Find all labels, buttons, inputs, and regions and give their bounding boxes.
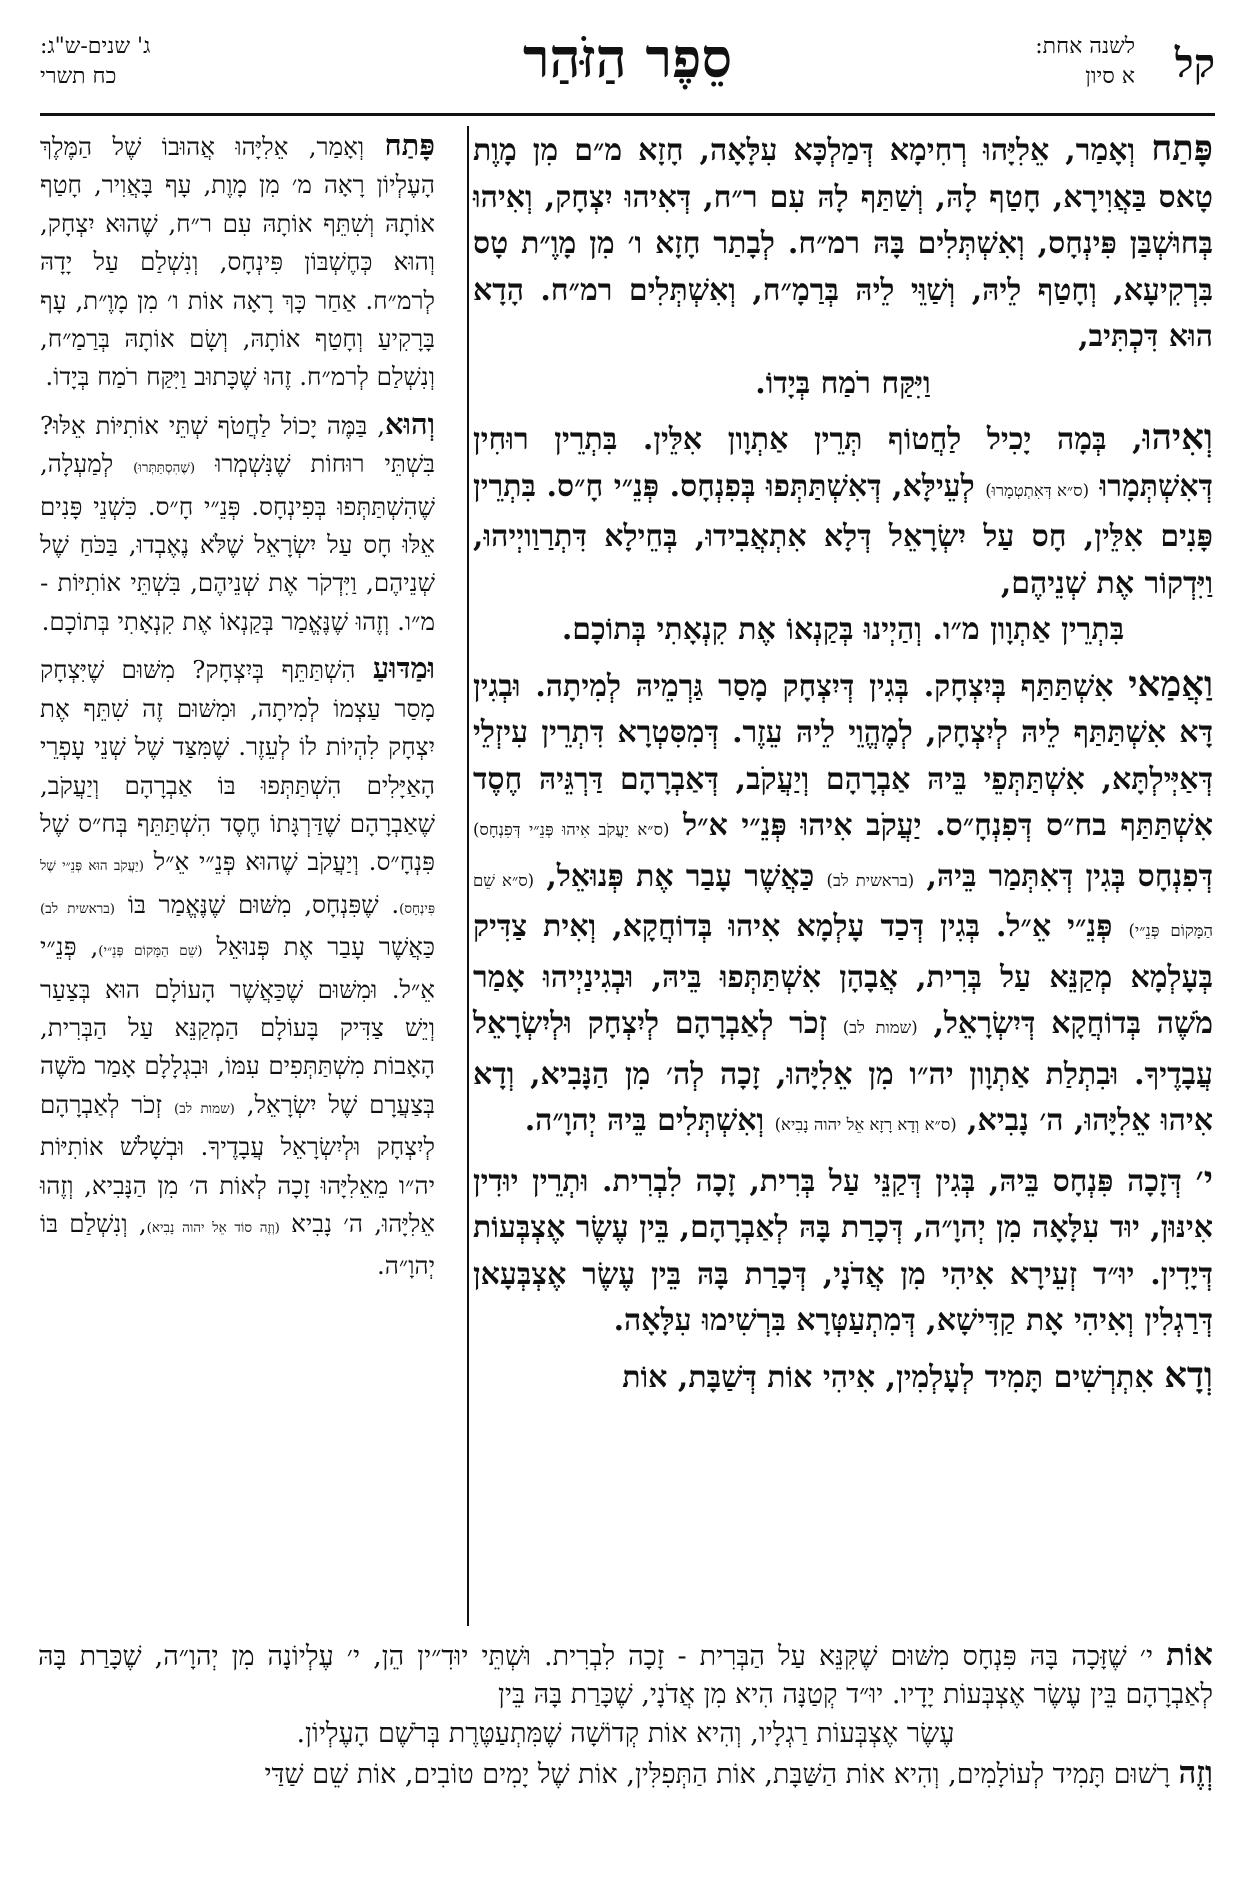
paragraph-text: פְּנֵ״י אֵ״ל. בְּגִין דְּכַד עָלְמָא אִיהוּ בְּדוֹחֲקָא, וְאִית צַדִּיק בְּעָלְמָא מְקַנֵּא עַל בְּרִית, אֲבָהָן אִשְׁתַּתְּפוּ בֵּיהּ, וּבְגִינַיְיהוּ אָמַר מֹשֶׁה בְּדוֹחֲקָא דְּיִשְׂרָאֵל, bbox=[473, 909, 1213, 1041]
source-note: (שמות לב) bbox=[842, 1018, 918, 1037]
variant-note: (וְזֶה סוֹד אֵל יהוה נָבִיא) bbox=[146, 1219, 280, 1236]
paragraph-text: אִתְרְשִׁים תָּמִיד לְעָלְמִין, אִיהִי אוֹת דְּשַׁבָּת, אוֹת bbox=[622, 1359, 1165, 1395]
paragraph-text: וְאָמַר, אֵלִיָּהוּ רְחִימָא דְּמַלְכָּא עִלָּאָה, חָזָא מ״ם מִן מָוֶת טָאס בַּאֲוִירָא, חָטַף לָהּ, וְשַׁתַּף לָהּ עִם ר״ח, דְּאִיהוּ יִצְחָק, וְאִיהוּ בְּחוּשְׁבַּן פִּינְחָס, וְאִשְׁתְּלִים בָּהּ רמ״ח. לְבָתַר חָזָא ו׳ מִן מָוֶ״ת טָס בִּרְקִיעָא, וְחָטַף לֵיהּ, וְשַׁוֵּי לֵיהּ בְּרַמָ״ח, וְאִשְׁתְּלִים רמ״ח. הָדָא הוּא דִּכְתִּיב, bbox=[473, 133, 1213, 354]
bottom-paragraph-1-end bbox=[38, 1715, 1213, 1753]
paragraph-text: דְּפִנְחָס בְּגִין דְּאִתְּמַר בֵּיהּ, bbox=[914, 858, 1213, 894]
hebrew-translation-column bbox=[40, 126, 435, 1631]
aramaic-paragraph-5 bbox=[473, 1353, 1213, 1402]
paragraph-lead-word: י׳ bbox=[1195, 1158, 1213, 1200]
paragraph-lead-word: וְאִיהוּ bbox=[1142, 417, 1213, 458]
paragraph-text: אִשְׁתַּתַּף בְּיִצְחָק. בְּגִין דְּיִצְחָק מָסַר גַּרְמֵיהּ לְמִיתָה. וּבְגִין דָּא אִשְׁתַּתַּף לֵיהּ לְיִצְחָק, לְמֶהֱוֵי לֵיהּ עֵזֶר. דְּמִסִּטְרָא דִּתְרֵין עִיזְלֵי דְּאַיְּילְתָּא, אִשְׁתַּתְּפֵי בֵּיהּ אַבְרָהָם וְיַעֲקֹב, דְּאַבְרָהָם דַּרְגֵּיהּ חֶסֶד אִשְׁתַּתַּף בח״ס דְּפִנְחָ״ס. יַעֲקֹב אִיהוּ פְּנֵ״י א״ל bbox=[473, 668, 1214, 843]
variant-note: (ס״א וְדָא רָזָא אֵל יהוה נָבִיא) bbox=[774, 1115, 957, 1134]
paragraph-lead-word: אוֹת bbox=[1166, 1637, 1213, 1673]
column-divider bbox=[467, 126, 469, 1626]
variant-note: (ס״א יַעֲקֹב אִיהוּ פְּנֵ״י דְּפִנְחָס) bbox=[473, 820, 670, 839]
variant-note: (שֵׁם הַמָּקוֹם פְּנֵ״י) bbox=[98, 943, 203, 960]
paragraph-text: וְאִשְׁתְּלִים בֵּיהּ יְהוָ״ה. bbox=[524, 1103, 775, 1138]
schedule-one-year-date: א סיון bbox=[1085, 64, 1135, 89]
paragraph-text: זְכֹר לְאַבְרָהָם לְיִצְחָק וּלְיִשְׂרָאֵל עֲבָדֶיךָ. וּבְשָׁלֹשׁ אוֹתִיּוֹת יה״ו מֵאֵלִיָּהוּ זָכָה לְאוֹת ה׳ מִן הַנָּבִיא, וְזֶהוּ אֵלִיָּהוּ, ה׳ נָבִיא bbox=[40, 1089, 435, 1238]
paragraph-text: , בַּמֶּה יָכוֹל לַחֲטֹף שְׁתֵּי אוֹתִיּוֹת אֵלּוּ? בִּשְׁתֵּי רוּחוֹת שֶׁנִּשְׁמְרוּ bbox=[40, 410, 435, 479]
paragraph-text: , פְּנֵ״י אֵ״ל. וּמִשּׁוּם שֶׁכַּאֲשֶׁר הָעוֹלָם הוּא בְּצַעַר וְיֵשׁ צַדִּיק בָּעוֹלָם הַמְקַנֵּא עַל הַבְּרִית, הָאָבוֹת מִשְׁתַּתְּפִים עִמּוֹ, וּבִגְלָלָם אָמַר מֹשֶׁה בְּצַעֲרָם שֶׁל יִשְׂרָאֵל, bbox=[40, 932, 435, 1119]
paragraph-lead-word: וַאֲמַאי bbox=[1128, 663, 1213, 705]
paragraph-text: וְאָמַר, אֵלִיָּהוּ אֲהוּבוֹ שֶׁל הַמֶּלֶךְ הָעֶלְיוֹן רָאָה מ׳ מִן מָוֶת, עָף בָּאֲוִיר, חָטַף אוֹתָהּ וְשִׁתֵּף אוֹתָהּ עִם ר״ח, שֶׁהוּא יִצְחָק, וְהוּא כְּחֶשְׁבּוֹן פִּינְחָס, וְנִשְׁלַם עַל יָדָהּ לְרמ״ח. אַחַר כָּךְ רָאָה אוֹת ו׳ מִן מָוֶ״ת, עָף בָּרָקִיעַ וְחָטַף אוֹתָהּ, וְשָׂם אוֹתָהּ בְּרַמַ״ח, וְנִשְׁלַם לְרמ״ח. זֶהוּ שֶׁכָּתוּב וַיִּקַּח רֹמַח בְּיָדוֹ. bbox=[40, 132, 435, 392]
aramaic-paragraph-3 bbox=[473, 662, 1213, 1149]
variant-note: (יַעֲקֹב הוּא פְּנֵ״י שֶׁל פִּינְחָס) bbox=[40, 858, 435, 917]
source-note: (בראשית לב) bbox=[40, 900, 116, 917]
paragraph-text: כַּאֲשֶׁר עָבַר אֶת פְּנוּאֵל, bbox=[534, 858, 827, 894]
paragraph-lead-word: וְזֶה bbox=[1178, 1754, 1213, 1791]
source-note: (בראשית לב) bbox=[826, 870, 915, 890]
bottom-translation bbox=[38, 1637, 1213, 1867]
paragraph-text: , בְּמָה יָכִיל לַחֲטוֹף תְּרֵין אַתְוָון אִלֵּין. בִּתְרֵין רוּחִין דְּאִשְׁתְּמָרוּ bbox=[473, 422, 1213, 504]
source-note: (שמות לב) bbox=[174, 1100, 235, 1117]
aramaic-column bbox=[473, 126, 1213, 1631]
aramaic-paragraph-4 bbox=[473, 1157, 1213, 1345]
variant-note: (שֶׁהִסְתַּתְּרוּ) bbox=[133, 460, 196, 477]
page-number: קל bbox=[1174, 40, 1215, 87]
paragraph-lead-word: פָּתַח bbox=[384, 128, 435, 162]
paragraph-text: דְּזָכָה פִּנְחָס בֵּיהּ, בְּגִין דְּקַנֵּי עַל בְּרִית, זָכָה לִבְרִית. וּתְרֵין יוּדִין אִינּוּן, יוּד עִלָּאָה מִן יְהוָ״ה, דְּכָרַת בָּהּ לְאַבְרָהָם, בֵּין עֶשֶׂר אֶצְבְּעוֹת דְּיָדִין. יוּ״ד זְעֵירָא אִיהִי מִן אֲדֹנָי, דְּכָרַת בָּהּ בֵּין עֶשֶׂר אֶצְבְּעָאן דְּרַגְלִין וְאִיהִי אָת קַדִּישָׁא, דְּמִתְעַטְּרָא בִּרְשִׁימוּ עִלָּאָה. bbox=[473, 1163, 1213, 1338]
verse-quote: בִּתְרֵין אַתְוָון מ״ו. וְהַיְינוּ בְּקַנְאוֹ אֶת קִנְאָתִי בְּתוֹכָם. bbox=[561, 612, 1125, 647]
schedule-three-years-label: ג' שנים-ש"ג: bbox=[40, 34, 151, 59]
paragraph-text: י׳ שֶׁזָּכָה בָּהּ פִּנְחָס מִשּׁוּם שֶׁקִּנֵּא עַל הַבְּרִית - זָכָה לִבְרִית. וּשְׁתֵּי יוּדִ״ין הֵן, י׳ עֶלְיוֹנָה מִן יְהוָ״ה, שֶׁכָּרַת בָּהּ לְאַבְרָהָם בֵּין עֶשֶׂר אֶצְבְּעוֹת יָדָיו. יוּ״ד קְטַנָּה הִיא מִן אֲדֹנָי, שֶׁכָּרַת בָּהּ בֵּין bbox=[38, 1641, 1213, 1710]
translation-paragraph-1 bbox=[40, 126, 435, 397]
paragraph-text: כַּאֲשֶׁר עָבַר אֶת פְּנוּאֵל bbox=[202, 932, 435, 962]
variant-note: (ס״א דְּאִתְטְמָרוּ) bbox=[985, 480, 1090, 500]
translation-paragraph-3 bbox=[40, 649, 435, 1286]
paragraph-text: הִשְׁתַּתֵּף בְּיִצְחָק? מִשּׁוּם שֶׁיִּצְחָק מָסַר עַצְמוֹ לְמִיתָה, וּמִשּׁוּם זֶה שִׁתֵּף אֶת יִצְחָק לִהְיוֹת לוֹ לְעֵזֶר. שֶׁמִּצַּד שֶׁל שְׁנֵי עָפְרֵי הָאַיָּלִים הִשְׁתַּתְּפוּ בּוֹ אַבְרָהָם וְיַעֲקֹב, שֶׁאַבְרָהָם שֶׁדַּרְגָּתוֹ חֶסֶד הִשְׁתַּתֵּף בְּח״ס שֶׁל פִּנְחָ״ס. וְיַעֲקֹב שֶׁהוּא פְּנֵ״י אֵ״ל bbox=[40, 655, 435, 877]
page-header bbox=[40, 22, 1215, 122]
variant-note: (ס״א שֵׁם הַמָּקוֹם פְּנֵ״י) bbox=[473, 870, 1213, 940]
paragraph-lead-word: וְהוּא bbox=[385, 406, 435, 441]
bottom-paragraph-1 bbox=[38, 1637, 1213, 1713]
header-rule bbox=[40, 113, 1215, 116]
paragraph-text: לְעֵילָּא, דְּאִשְׁתַּתְּפוּ בְּפִנְחָס. פְּנֵ״י חָ״ס. בִּתְרֵין פָּנִים אִלֵּין, חָס עַל יִשְׂרָאֵל דְּלָא אִתְאֲבִידוּ, בְּחֵילָא דִּתְרַוַויְיהוּ, וַיִּדְקוֹר אֶת שְׁנֵיהֶם, bbox=[473, 468, 1213, 601]
schedule-three-years-date: כח תשרי bbox=[40, 64, 117, 89]
aramaic-paragraph-2 bbox=[473, 415, 1213, 654]
aramaic-paragraph-1 bbox=[473, 126, 1213, 407]
translation-paragraph-2 bbox=[40, 405, 435, 641]
paragraph-lead-word: פָּתַח bbox=[1151, 128, 1213, 169]
schedule-one-year-label: לשנה אחת: bbox=[1035, 34, 1135, 59]
verse-quote: וַיִּקַּח רֹמַח בְּיָדוֹ. bbox=[755, 365, 931, 401]
paragraph-text: זְכֹר לְאַבְרָהָם לְיִצְחָק וּלְיִשְׂרָאֵל עֲבָדֶיךָ. וּבִתְלַת אַתְוָון יה״ו מִן אֵלִיָּהוּ, זָכָה לְה׳ מִן הַנָּבִיא, וְדָא אִיהוּ אֵלִיָּהוּ, ה׳ נָבִיא, bbox=[473, 1006, 1213, 1138]
paragraph-lead-word: וְדָא bbox=[1164, 1354, 1213, 1396]
book-title: סֵפֶר הַזֹּהַר bbox=[522, 26, 733, 90]
paragraph-text: . שֶׁפִּנְחָס, מִשּׁוּם שֶׁנֶּאֱמַר בּוֹ bbox=[115, 889, 400, 919]
paragraph-text: לְמַעְלָה, שֶׁהִשְׁתַּתְּפוּ בְּפִינְחָס. פְּנֵ״י חָ״ס. כִּשְׁנֵי פָּנִים אֵלּוּ חָס עַל יִשְׂרָאֵל שֶׁלֹּא נֶאֶבְדוּ, בַּכֹּחַ שֶׁל שְׁנֵיהֶם, וַיִּדְקֹר אֶת שְׁנֵיהֶם, בִּשְׁתֵּי אוֹתִיּוֹת - מ״ו. וְזֶהוּ שֶׁנֶּאֱמַר בְּקַנְאוֹ אֶת קִנְאָתִי בְּתוֹכָם. bbox=[40, 449, 435, 636]
paragraph-lead-word: וּמַדּוּעַ bbox=[372, 651, 435, 686]
bottom-paragraph-2 bbox=[38, 1755, 1213, 1794]
paragraph-text: עֶשֶׂר אֶצְבְּעוֹת רַגְלָיו, וְהִיא אוֹת קְדוֹשָׁה שֶׁמִּתְעַטֶּרֶת בְּרֹשֶׁם הָעֶלְיוֹן. bbox=[296, 1718, 955, 1749]
paragraph-text: רָשׁוּם תָּמִיד לְעוֹלָמִים, וְהִיא אוֹת הַשַּׁבָּת, אוֹת הַתְּפִלִּין, אוֹת שֶׁל יָמִים טוֹבִים, אוֹת שֵׁם שַׁדַּי bbox=[264, 1758, 1179, 1790]
schedule-three-years bbox=[40, 32, 150, 92]
paragraph-text: , וְנִשְׁלַם בּוֹ יְהוָ״ה. bbox=[40, 1208, 435, 1281]
